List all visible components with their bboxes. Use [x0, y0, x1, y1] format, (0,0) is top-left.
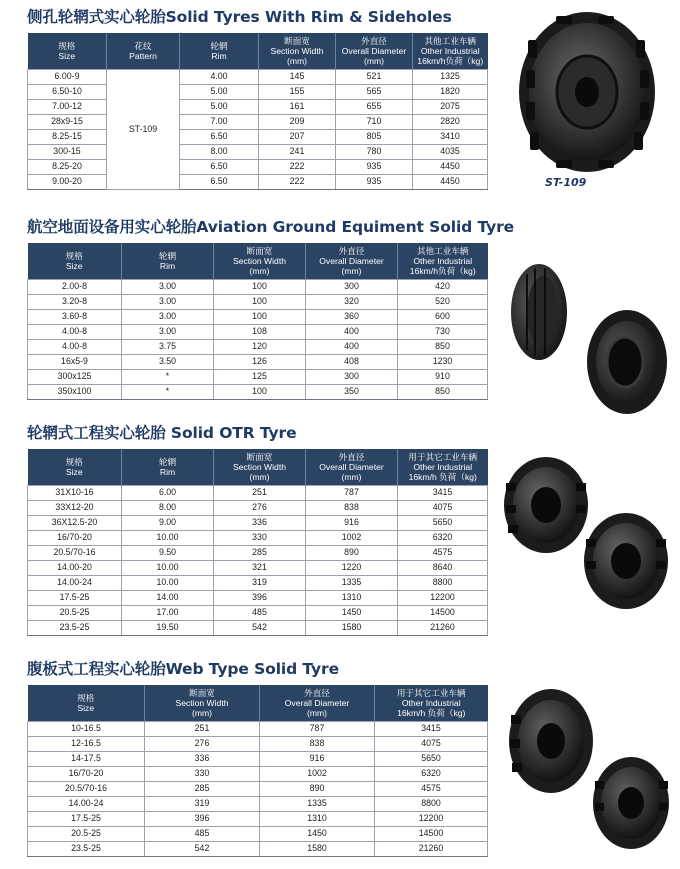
table-cell: 4450	[413, 174, 488, 189]
table-cell: 23.5-25	[28, 620, 122, 635]
table-cell: 350x100	[28, 384, 122, 399]
table-cell: 100	[214, 384, 306, 399]
table-cell: 16/70-20	[28, 530, 122, 545]
table-cell: 1310	[306, 590, 398, 605]
table-row	[28, 766, 488, 781]
table-cell: 20.5-25	[28, 826, 145, 841]
table-cell: *	[122, 369, 214, 384]
table-row	[28, 279, 488, 294]
table-row	[28, 84, 488, 99]
table-cell: 805	[336, 129, 413, 144]
table-cell: 336	[214, 515, 306, 530]
table-cell: 7.00	[180, 114, 259, 129]
column-header-line: Other Industrial	[413, 255, 473, 266]
table-cell: 6320	[398, 530, 488, 545]
table-cell: 6.50	[180, 129, 259, 144]
column-header-line: 其他工业车辆	[424, 35, 477, 46]
column-header-line: Overall Diameter	[341, 45, 407, 56]
table-cell: 285	[145, 781, 260, 796]
table-row	[28, 500, 488, 515]
column-header	[122, 243, 214, 279]
column-header	[259, 33, 336, 69]
table-row	[28, 530, 488, 545]
tyre-st109-image	[514, 10, 664, 178]
table-cell: 4575	[398, 545, 488, 560]
table-row	[28, 324, 488, 339]
table-row	[28, 384, 488, 399]
table-cell: 14.00-24	[28, 796, 145, 811]
column-header-line: Overall Diameter	[284, 697, 350, 708]
table-cell: 222	[259, 174, 336, 189]
table-row	[28, 354, 488, 369]
table-cell: 485	[145, 826, 260, 841]
column-header-line: 外直径	[361, 35, 387, 46]
header-row	[28, 685, 488, 721]
table-cell: 5650	[375, 751, 488, 766]
table-cell: 3.00	[122, 279, 214, 294]
table-row	[28, 841, 488, 856]
table-cell: 1335	[306, 575, 398, 590]
column-header-line: Size	[58, 50, 76, 61]
column-header-line: (mm)	[306, 707, 328, 718]
column-header-line: Other Industrial	[413, 461, 473, 472]
table-cell: 17.00	[122, 605, 214, 620]
table-cell: 4075	[375, 736, 488, 751]
table-cell: 28x9-15	[28, 114, 107, 129]
table-cell: 6.50	[180, 174, 259, 189]
table-row	[28, 309, 488, 324]
column-header-line: 断面宽	[189, 687, 215, 698]
column-header-line: Size	[65, 260, 83, 271]
otr-tyre-image	[500, 455, 672, 615]
table-cell: 8800	[375, 796, 488, 811]
table-cell: 120	[214, 339, 306, 354]
table-row	[28, 826, 488, 841]
table-cell: 7.00-12	[28, 99, 107, 114]
table-cell: 276	[214, 500, 306, 515]
table-cell: 319	[214, 575, 306, 590]
table-cell: 396	[214, 590, 306, 605]
table-cell: 542	[214, 620, 306, 635]
table-cell: 10.00	[122, 575, 214, 590]
spec-table	[27, 33, 488, 190]
table-cell: 4450	[413, 159, 488, 174]
table-cell: 14500	[375, 826, 488, 841]
spec-table	[27, 685, 488, 857]
table-row	[28, 590, 488, 605]
column-header-line: 规格	[77, 692, 95, 703]
table-cell: 8.00	[122, 500, 214, 515]
table-cell: 787	[260, 721, 375, 736]
table-cell: 420	[398, 279, 488, 294]
table-cell: 780	[336, 144, 413, 159]
table-cell: 251	[145, 721, 260, 736]
table-cell: 6320	[375, 766, 488, 781]
spec-table	[27, 449, 488, 636]
table-cell: 1450	[260, 826, 375, 841]
table-cell: 14.00	[122, 590, 214, 605]
column-header	[107, 33, 180, 69]
column-header-line: (mm)	[341, 265, 362, 276]
column-header-line: Section Width	[175, 697, 229, 708]
section-title: 腹板式工程实心轮胎Web Type Solid Tyre	[27, 660, 340, 678]
table-cell: 787	[306, 485, 398, 500]
table-cell: 396	[145, 811, 260, 826]
table-cell: 838	[306, 500, 398, 515]
column-header	[336, 33, 413, 69]
column-header-line: 外直径	[338, 451, 365, 462]
column-header	[375, 685, 488, 721]
column-header	[214, 243, 306, 279]
table-cell: 14-17.5	[28, 751, 145, 766]
table-row	[28, 781, 488, 796]
table-cell: 10.00	[122, 560, 214, 575]
table-cell: 14.00-20	[28, 560, 122, 575]
table-row	[28, 99, 488, 114]
column-header-line: 断面宽	[284, 35, 310, 46]
column-header-line: Rim	[159, 260, 176, 271]
column-header-line: Size	[65, 466, 83, 477]
table-cell: 19.50	[122, 620, 214, 635]
table-cell: 2075	[413, 99, 488, 114]
web-type-tyre-image	[505, 685, 673, 853]
table-row	[28, 159, 488, 174]
table-cell: 12200	[398, 590, 488, 605]
column-header-line: 断面宽	[246, 451, 273, 462]
table-row	[28, 811, 488, 826]
table-cell: 161	[259, 99, 336, 114]
table-cell: 565	[336, 84, 413, 99]
column-header-line: (mm)	[363, 55, 385, 66]
column-header-line: 轮辋	[210, 40, 228, 51]
table-cell: 542	[145, 841, 260, 856]
column-header	[28, 449, 122, 485]
column-header	[398, 243, 488, 279]
table-cell: 20.5/70-16	[28, 781, 145, 796]
table-row	[28, 174, 488, 189]
column-header-line: 轮辋	[158, 250, 177, 261]
table-cell: 1220	[306, 560, 398, 575]
table-cell: 33X12-20	[28, 500, 122, 515]
column-header-line: (mm)	[249, 471, 270, 482]
column-header-line: 用于其它工业车辆	[396, 687, 466, 698]
table-cell: 5650	[398, 515, 488, 530]
table-cell: 6.00-9	[28, 69, 107, 84]
table-cell: 850	[398, 384, 488, 399]
table-cell: 300	[306, 369, 398, 384]
table-cell: 320	[306, 294, 398, 309]
column-header-line: Other Industrial	[401, 697, 461, 708]
table-cell: *	[122, 384, 214, 399]
table-row	[28, 721, 488, 736]
column-header	[28, 33, 107, 69]
table-cell: 3.00	[122, 309, 214, 324]
table-cell: 3.00	[122, 324, 214, 339]
table-cell: 3.60-8	[28, 309, 122, 324]
column-header-line: 轮辋	[158, 456, 177, 467]
table-cell: 5.00	[180, 99, 259, 114]
column-header-line: 规格	[65, 456, 83, 467]
table-row	[28, 129, 488, 144]
table-cell: 241	[259, 144, 336, 159]
table-cell: 276	[145, 736, 260, 751]
table-cell: 850	[398, 339, 488, 354]
table-cell: 21260	[375, 841, 488, 856]
table-row	[28, 796, 488, 811]
aviation-tyre-image	[505, 260, 670, 418]
table-cell: 36X12.5-20	[28, 515, 122, 530]
table-cell: 9.50	[122, 545, 214, 560]
table-cell: 838	[260, 736, 375, 751]
table-cell: 145	[259, 69, 336, 84]
column-header-line: Pattern	[129, 50, 157, 61]
table-cell: 1325	[413, 69, 488, 84]
table-cell: 207	[259, 129, 336, 144]
table-cell: 916	[260, 751, 375, 766]
table-cell: 300x125	[28, 369, 122, 384]
column-header-line: Overall Diameter	[319, 461, 384, 472]
table-cell: 21260	[398, 620, 488, 635]
column-header-line: Section Width	[270, 45, 324, 56]
table-cell: 1002	[260, 766, 375, 781]
table-row	[28, 485, 488, 500]
table-row	[28, 515, 488, 530]
table-cell: 330	[145, 766, 260, 781]
table-cell: 1580	[260, 841, 375, 856]
table-cell: 910	[398, 369, 488, 384]
table-cell: 300-15	[28, 144, 107, 159]
table-row	[28, 545, 488, 560]
table-cell: 5.00	[180, 84, 259, 99]
table-row	[28, 339, 488, 354]
table-cell: 100	[214, 294, 306, 309]
table-cell: 1310	[260, 811, 375, 826]
table-cell: 3410	[413, 129, 488, 144]
table-cell: 916	[306, 515, 398, 530]
column-header	[214, 449, 306, 485]
column-header-line: Section Width	[232, 255, 287, 266]
table-cell: 6.00	[122, 485, 214, 500]
table-cell: 17.5-25	[28, 811, 145, 826]
table-cell: 8.00	[180, 144, 259, 159]
table-cell: 222	[259, 159, 336, 174]
table-cell: 6.50-10	[28, 84, 107, 99]
table-cell: 1230	[398, 354, 488, 369]
table-cell: 1580	[306, 620, 398, 635]
table-cell: 285	[214, 545, 306, 560]
table-cell: 20.5-25	[28, 605, 122, 620]
column-header-line: (mm)	[249, 265, 270, 276]
table-cell: 4.00-8	[28, 339, 122, 354]
section-title: 航空地面设备用实心轮胎Aviation Ground Equiment Solid Tyre	[27, 218, 515, 236]
column-header	[413, 33, 488, 69]
table-cell: 12200	[375, 811, 488, 826]
table-cell: 655	[336, 99, 413, 114]
table-cell: 400	[306, 324, 398, 339]
table-cell: 108	[214, 324, 306, 339]
table-cell: 408	[306, 354, 398, 369]
table-cell: 10.00	[122, 530, 214, 545]
column-header-line: 外直径	[338, 245, 365, 256]
table-row	[28, 575, 488, 590]
table-row	[28, 69, 488, 84]
table-cell: 330	[214, 530, 306, 545]
column-header	[306, 449, 398, 485]
table-cell: 4.00	[180, 69, 259, 84]
table-row	[28, 620, 488, 635]
column-header-line: 规格	[58, 40, 76, 51]
column-header-line: 花纹	[134, 40, 152, 51]
column-header-line: Rim	[211, 50, 227, 61]
table-cell: 16x5-9	[28, 354, 122, 369]
table-row	[28, 369, 488, 384]
table-cell: 2820	[413, 114, 488, 129]
table-cell: 4.00-8	[28, 324, 122, 339]
column-header-line: Size	[77, 702, 95, 713]
column-header	[145, 685, 260, 721]
table-cell: 300	[306, 279, 398, 294]
table-cell: 4075	[398, 500, 488, 515]
table-cell: 100	[214, 279, 306, 294]
table-cell: 155	[259, 84, 336, 99]
table-cell: 209	[259, 114, 336, 129]
table-cell: 125	[214, 369, 306, 384]
table-cell: 600	[398, 309, 488, 324]
table-row	[28, 751, 488, 766]
table-cell: 8.25-20	[28, 159, 107, 174]
table-cell: 321	[214, 560, 306, 575]
table-cell: 3.75	[122, 339, 214, 354]
table-cell: 6.50	[180, 159, 259, 174]
column-header-line: 规格	[65, 250, 83, 261]
column-header	[28, 685, 145, 721]
column-header-line: 外直径	[304, 687, 330, 698]
table-cell: 9.00-20	[28, 174, 107, 189]
section-title: 轮辋式工程实心轮胎 Solid OTR Tyre	[27, 424, 297, 442]
column-header-line: (mm)	[286, 55, 308, 66]
column-header	[260, 685, 375, 721]
table-cell: 336	[145, 751, 260, 766]
table-row	[28, 605, 488, 620]
table-cell: 8640	[398, 560, 488, 575]
spec-table	[27, 243, 488, 400]
table-cell: 710	[336, 114, 413, 129]
table-cell: 9.00	[122, 515, 214, 530]
column-header-line: 16km/h 负荷（kg)	[397, 707, 466, 718]
column-header-line: Section Width	[232, 461, 287, 472]
header-row	[28, 33, 488, 69]
table-cell: 2.00-8	[28, 279, 122, 294]
table-cell: 251	[214, 485, 306, 500]
table-cell: 126	[214, 354, 306, 369]
column-header-line: (mm)	[191, 707, 213, 718]
table-cell: 935	[336, 174, 413, 189]
column-header-line: 其他工业车辆	[416, 245, 469, 256]
column-header	[28, 243, 122, 279]
table-cell: 10-16.5	[28, 721, 145, 736]
column-header-line: Other Industrial	[420, 45, 480, 56]
table-cell: 20.5/70-16	[28, 545, 122, 560]
table-cell: 890	[306, 545, 398, 560]
table-cell: 319	[145, 796, 260, 811]
header-row	[28, 449, 488, 485]
table-row	[28, 294, 488, 309]
table-cell: 8800	[398, 575, 488, 590]
pattern-cell: ST-109	[107, 69, 180, 189]
table-cell: 8.25-15	[28, 129, 107, 144]
column-header-line: 断面宽	[246, 245, 273, 256]
table-cell: 890	[260, 781, 375, 796]
table-row	[28, 144, 488, 159]
table-cell: 520	[398, 294, 488, 309]
column-header	[398, 449, 488, 485]
table-cell: 3.00	[122, 294, 214, 309]
table-cell: 31X10-16	[28, 485, 122, 500]
table-cell: 1820	[413, 84, 488, 99]
table-cell: 17.5-25	[28, 590, 122, 605]
column-header-line: 用于其它工业车辆	[408, 451, 478, 462]
column-header-line: 16km/h 负荷（kg)	[408, 471, 477, 482]
table-cell: 3.20-8	[28, 294, 122, 309]
column-header-line: 16km/h负荷（kg)	[417, 55, 484, 66]
table-row	[28, 560, 488, 575]
table-cell: 14.00-24	[28, 575, 122, 590]
table-cell: 3415	[398, 485, 488, 500]
column-header-line: Rim	[159, 466, 176, 477]
table-row	[28, 736, 488, 751]
table-cell: 400	[306, 339, 398, 354]
image-caption: ST-109	[545, 176, 587, 189]
table-cell: 16/70-20	[28, 766, 145, 781]
table-cell: 485	[214, 605, 306, 620]
table-cell: 4035	[413, 144, 488, 159]
column-header-line: 16km/h负荷（kg)	[409, 265, 476, 276]
section-title: 侧孔轮辋式实心轮胎Solid Tyres With Rim & Sideholes	[27, 8, 452, 26]
table-cell: 100	[214, 309, 306, 324]
table-cell: 350	[306, 384, 398, 399]
table-cell: 1335	[260, 796, 375, 811]
table-cell: 1002	[306, 530, 398, 545]
table-cell: 3415	[375, 721, 488, 736]
column-header	[306, 243, 398, 279]
table-cell: 12-16.5	[28, 736, 145, 751]
table-cell: 521	[336, 69, 413, 84]
column-header-line: (mm)	[341, 471, 362, 482]
table-cell: 23.5-25	[28, 841, 145, 856]
table-cell: 3.50	[122, 354, 214, 369]
table-cell: 1450	[306, 605, 398, 620]
column-header	[122, 449, 214, 485]
header-row	[28, 243, 488, 279]
table-cell: 730	[398, 324, 488, 339]
table-cell: 4575	[375, 781, 488, 796]
table-cell: 14500	[398, 605, 488, 620]
column-header-line: Overall Diameter	[319, 255, 384, 266]
table-cell: 935	[336, 159, 413, 174]
table-row	[28, 114, 488, 129]
table-cell: 360	[306, 309, 398, 324]
column-header	[180, 33, 259, 69]
